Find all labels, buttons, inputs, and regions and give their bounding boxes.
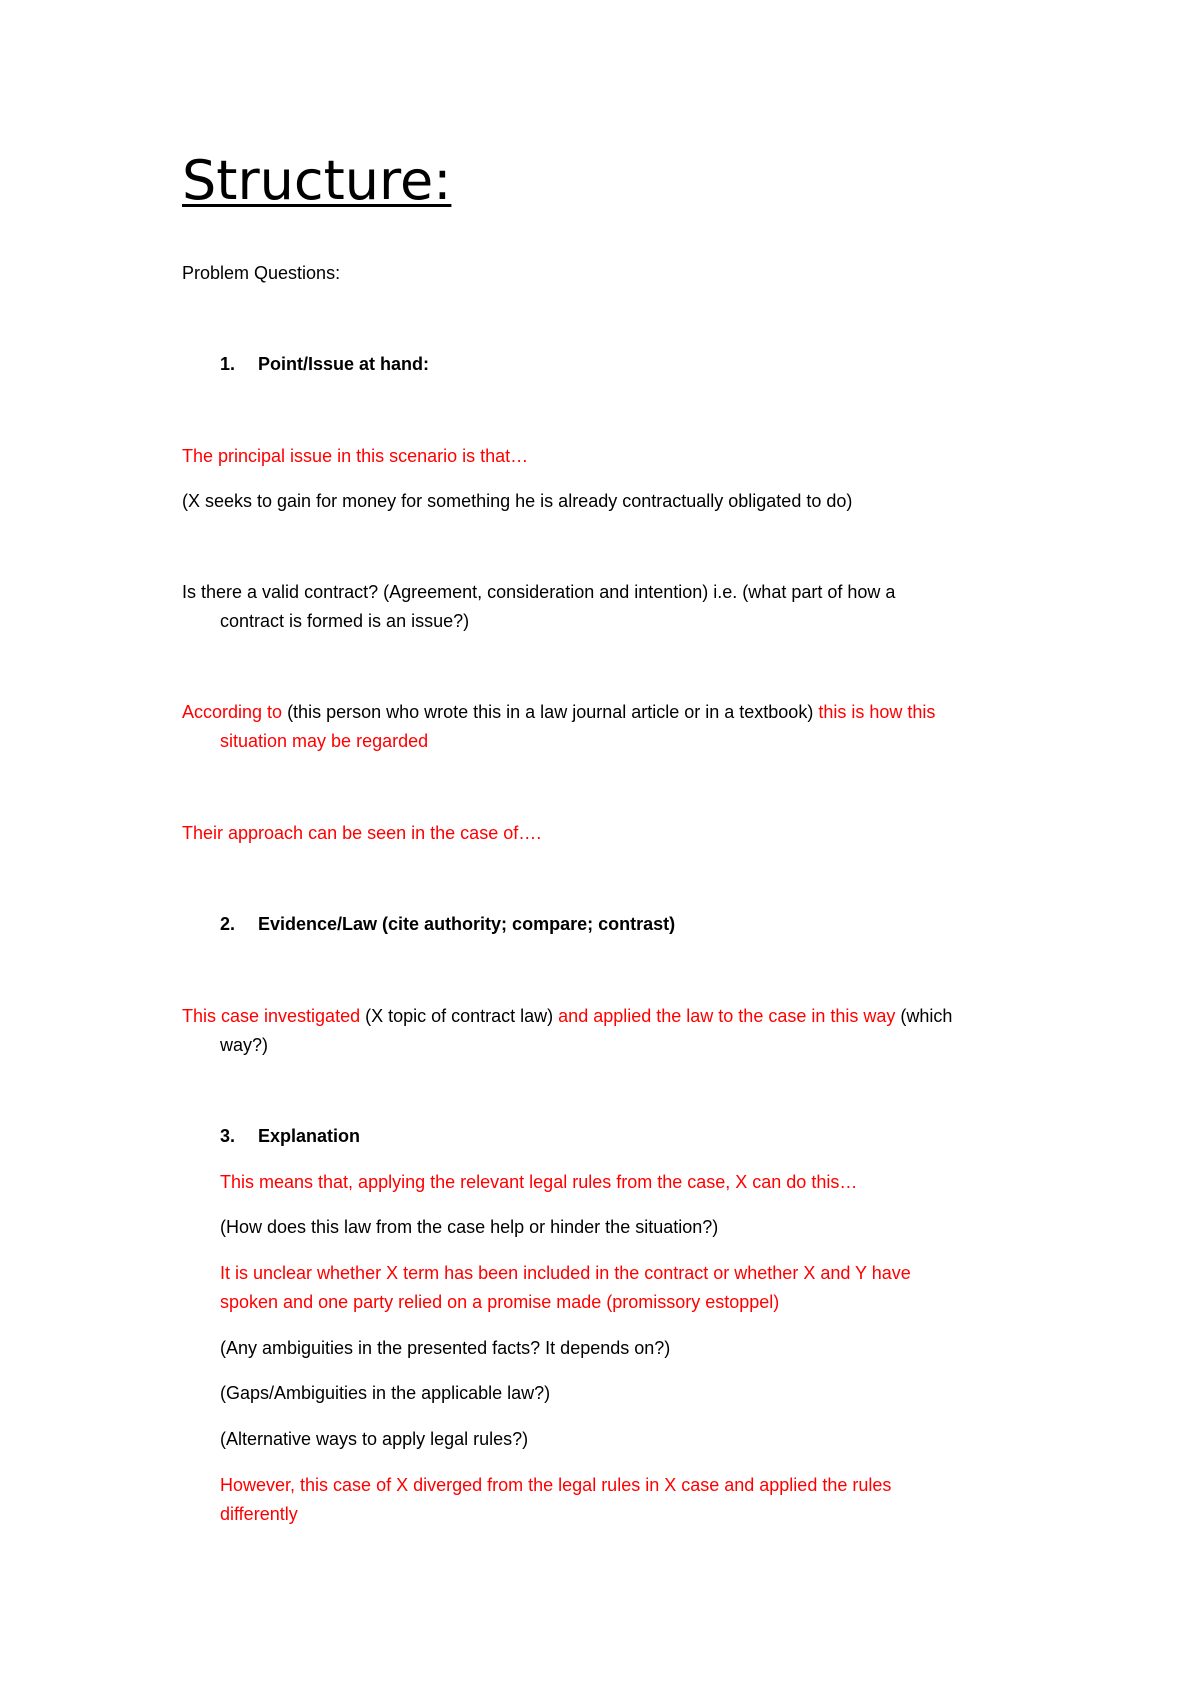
means-text: This means that, applying the relevant legal rules from the case, X can do this… [220,1172,858,1192]
however-line-1: However, this case of X diverged from the legal rules in X case and applied the rules [220,1475,892,1495]
case-red-1: This case investigated [182,1006,361,1026]
how-text: (How does this law from the case help or hinder the situation?) [220,1217,719,1237]
unclear-line-2: spoken and one party relied on a promise made (promissory estoppel) [220,1292,780,1312]
alternative-text: (Alternative ways to apply legal rules?) [220,1429,529,1449]
valid-contract-line-2: contract is formed is an issue?) [220,611,470,631]
document-subtitle: Problem Questions: [182,263,341,283]
section-3-heading-text: Explanation [258,1126,361,1146]
however-line-2: differently [220,1504,298,1524]
section-1-heading-text: Point/Issue at hand: [258,354,430,374]
case-black-2: (which [895,1006,953,1026]
section-1-heading [220,353,429,375]
section-2-heading-text: Evidence/Law (cite authority; compare; contrast) [258,914,676,934]
example-text: (X seeks to gain for money for something he is already contractually obligated to do) [182,491,853,511]
according-red-2: this is how this [818,702,936,722]
valid-contract-line-1: Is there a valid contract? (Agreement, consideration and intention) i.e. (what part of how a [182,582,896,602]
case-investigated-line-1 [182,1005,952,1027]
case-investigated-line-2: way?) [220,1035,269,1055]
document-title: Structure: [182,149,452,212]
case-black-1: (X topic of contract law) [360,1006,559,1026]
approach-text: Their approach can be seen in the case of…. [182,823,542,843]
section-3-heading [220,1125,360,1147]
section-2-number: 2. [220,914,236,934]
principal-issue-text: The principal issue in this scenario is that… [182,446,529,466]
according-line-2: situation may be regarded [220,731,429,751]
case-red-2: and applied the law to the case in this way [558,1006,896,1026]
section-3-number: 3. [220,1126,236,1146]
section-2-heading [220,913,675,935]
unclear-line-1: It is unclear whether X term has been included in the contract or whether X and Y have [220,1263,911,1283]
according-black: (this person who wrote this in a law journal article or in a textbook) [282,702,819,722]
section-1-number: 1. [220,354,236,374]
gaps-text: (Gaps/Ambiguities in the applicable law?) [220,1383,551,1403]
according-line-1 [182,701,935,723]
according-red-1: According to [182,702,283,722]
ambiguities-text: (Any ambiguities in the presented facts? It depends on?) [220,1338,671,1358]
